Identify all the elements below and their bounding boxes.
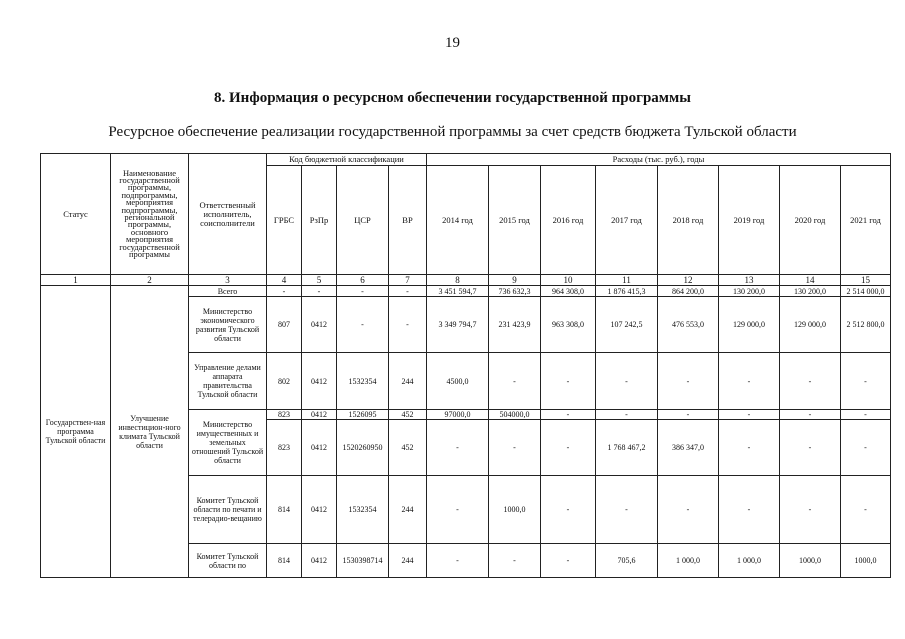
responsible-cell: Комитет Тульской области по печати и телерадио-вещанию [189,476,267,544]
csr-cell: 1532354 [337,353,389,410]
column-number: 14 [780,275,841,286]
value-cell: 3 451 594,7 [427,286,489,297]
header-responsible: Ответственный исполнитель, соисполнители [189,154,267,275]
value-cell: 97000,0 [427,410,489,420]
column-number: 8 [427,275,489,286]
responsible-cell: Управление делами аппарата правительства Тульской области [189,353,267,410]
rzpr-cell: 0412 [302,297,337,353]
vr-cell: 244 [389,476,427,544]
grbs-cell: 814 [267,544,302,578]
value-cell: 1 000,0 [719,544,780,578]
grbs-cell: 814 [267,476,302,544]
header-year: 2016 год [541,166,596,275]
value-cell: - [719,420,780,476]
value-cell: - [780,410,841,420]
column-number: 2 [111,275,189,286]
value-cell: - [596,476,658,544]
column-number: 12 [658,275,719,286]
rzpr-cell: 0412 [302,410,337,420]
rzpr-cell: 0412 [302,544,337,578]
value-cell: 1000,0 [780,544,841,578]
value-cell: - [658,476,719,544]
value-cell: - [541,420,596,476]
value-cell: 864 200,0 [658,286,719,297]
header-rzpr: РзПр [302,166,337,275]
csr-cell: - [337,286,389,297]
column-number: 13 [719,275,780,286]
column-number: 9 [489,275,541,286]
value-cell: - [427,544,489,578]
vr-cell: 452 [389,410,427,420]
value-cell: - [841,476,891,544]
value-cell: 964 308,0 [541,286,596,297]
header-year: 2014 год [427,166,489,275]
value-cell: 705,6 [596,544,658,578]
header-year: 2021 год [841,166,891,275]
value-cell: - [596,410,658,420]
rzpr-cell: - [302,286,337,297]
column-number: 3 [189,275,267,286]
value-cell: 1 768 467,2 [596,420,658,476]
column-number: 4 [267,275,302,286]
rzpr-cell: 0412 [302,476,337,544]
responsible-cell: Всего [189,286,267,297]
csr-cell: 1530398714 [337,544,389,578]
value-cell: - [780,420,841,476]
value-cell: - [719,476,780,544]
value-cell: 1 876 415,3 [596,286,658,297]
header-year: 2019 год [719,166,780,275]
value-cell: 129 000,0 [780,297,841,353]
value-cell: - [541,353,596,410]
header-year: 2017 год [596,166,658,275]
table-row [41,286,891,297]
value-cell: - [780,353,841,410]
value-cell: 4500,0 [427,353,489,410]
value-cell: 130 200,0 [719,286,780,297]
header-csr: ЦСР [337,166,389,275]
csr-cell: 1532354 [337,476,389,544]
column-number: 5 [302,275,337,286]
value-cell: - [489,544,541,578]
rzpr-cell: 0412 [302,420,337,476]
value-cell: - [489,353,541,410]
header-year: 2020 год [780,166,841,275]
header-expenses: Расходы (тыс. руб.), годы [427,154,891,166]
grbs-cell: 823 [267,420,302,476]
status-cell: Государствен-ная программа Тульской области [41,286,111,578]
header-status: Статус [41,154,111,275]
column-number: 1 [41,275,111,286]
grbs-cell: 807 [267,297,302,353]
value-cell: 130 200,0 [780,286,841,297]
value-cell: - [780,476,841,544]
grbs-cell: 823 [267,410,302,420]
vr-cell: - [389,286,427,297]
vr-cell: - [389,297,427,353]
csr-cell: 1520260950 [337,420,389,476]
column-number: 6 [337,275,389,286]
csr-cell: - [337,297,389,353]
program-name-cell: Улучшение инвестицион-ного климата Тульской области [111,286,189,578]
responsible-cell: Комитет Тульской области по [189,544,267,578]
value-cell: - [719,410,780,420]
value-cell: 129 000,0 [719,297,780,353]
csr-cell: 1526095 [337,410,389,420]
value-cell: 1000,0 [489,476,541,544]
table-title: Ресурсное обеспечение реализации государственной программы за счет средств бюджета Тульской области [108,124,797,140]
column-number: 7 [389,275,427,286]
value-cell: 1000,0 [841,544,891,578]
value-cell: 107 242,5 [596,297,658,353]
value-cell: - [658,353,719,410]
grbs-cell: - [267,286,302,297]
value-cell: - [427,420,489,476]
value-cell: - [596,353,658,410]
value-cell: 736 632,3 [489,286,541,297]
value-cell: - [841,420,891,476]
value-cell: 963 308,0 [541,297,596,353]
column-number: 10 [541,275,596,286]
value-cell: 476 553,0 [658,297,719,353]
vr-cell: 244 [389,544,427,578]
grbs-cell: 802 [267,353,302,410]
value-cell: 2 514 000,0 [841,286,891,297]
value-cell: - [541,410,596,420]
header-grbs: ГРБС [267,166,302,275]
value-cell: - [541,544,596,578]
header-name: Наименование государственной программы, подпрограммы, мероприятия подпрограммы, региональной программы, основного мероприятия государственной программы [111,154,189,275]
value-cell: 3 349 794,7 [427,297,489,353]
vr-cell: 452 [389,420,427,476]
value-cell: 1 000,0 [658,544,719,578]
section-title: 8. Информация о ресурсном обеспечении государственной программы [214,90,691,106]
header-vr: ВР [389,166,427,275]
header-year: 2018 год [658,166,719,275]
value-cell: - [658,410,719,420]
value-cell: 2 512 800,0 [841,297,891,353]
value-cell: - [489,420,541,476]
responsible-cell: Министерство имущественных и земельных отношений Тульской области [189,410,267,476]
rzpr-cell: 0412 [302,353,337,410]
header-year: 2015 год [489,166,541,275]
value-cell: 231 423,9 [489,297,541,353]
value-cell: - [841,353,891,410]
page-number: 19 [445,35,460,51]
value-cell: - [719,353,780,410]
vr-cell: 244 [389,353,427,410]
resource-table [40,153,891,578]
column-number-row [41,275,891,286]
value-cell: - [427,476,489,544]
value-cell: - [841,410,891,420]
value-cell: 386 347,0 [658,420,719,476]
column-number: 11 [596,275,658,286]
column-number: 15 [841,275,891,286]
value-cell: - [541,476,596,544]
header-budget-code: Код бюджетной классификации [267,154,427,166]
responsible-cell: Министерство экономического развития Тульской области [189,297,267,353]
value-cell: 504000,0 [489,410,541,420]
